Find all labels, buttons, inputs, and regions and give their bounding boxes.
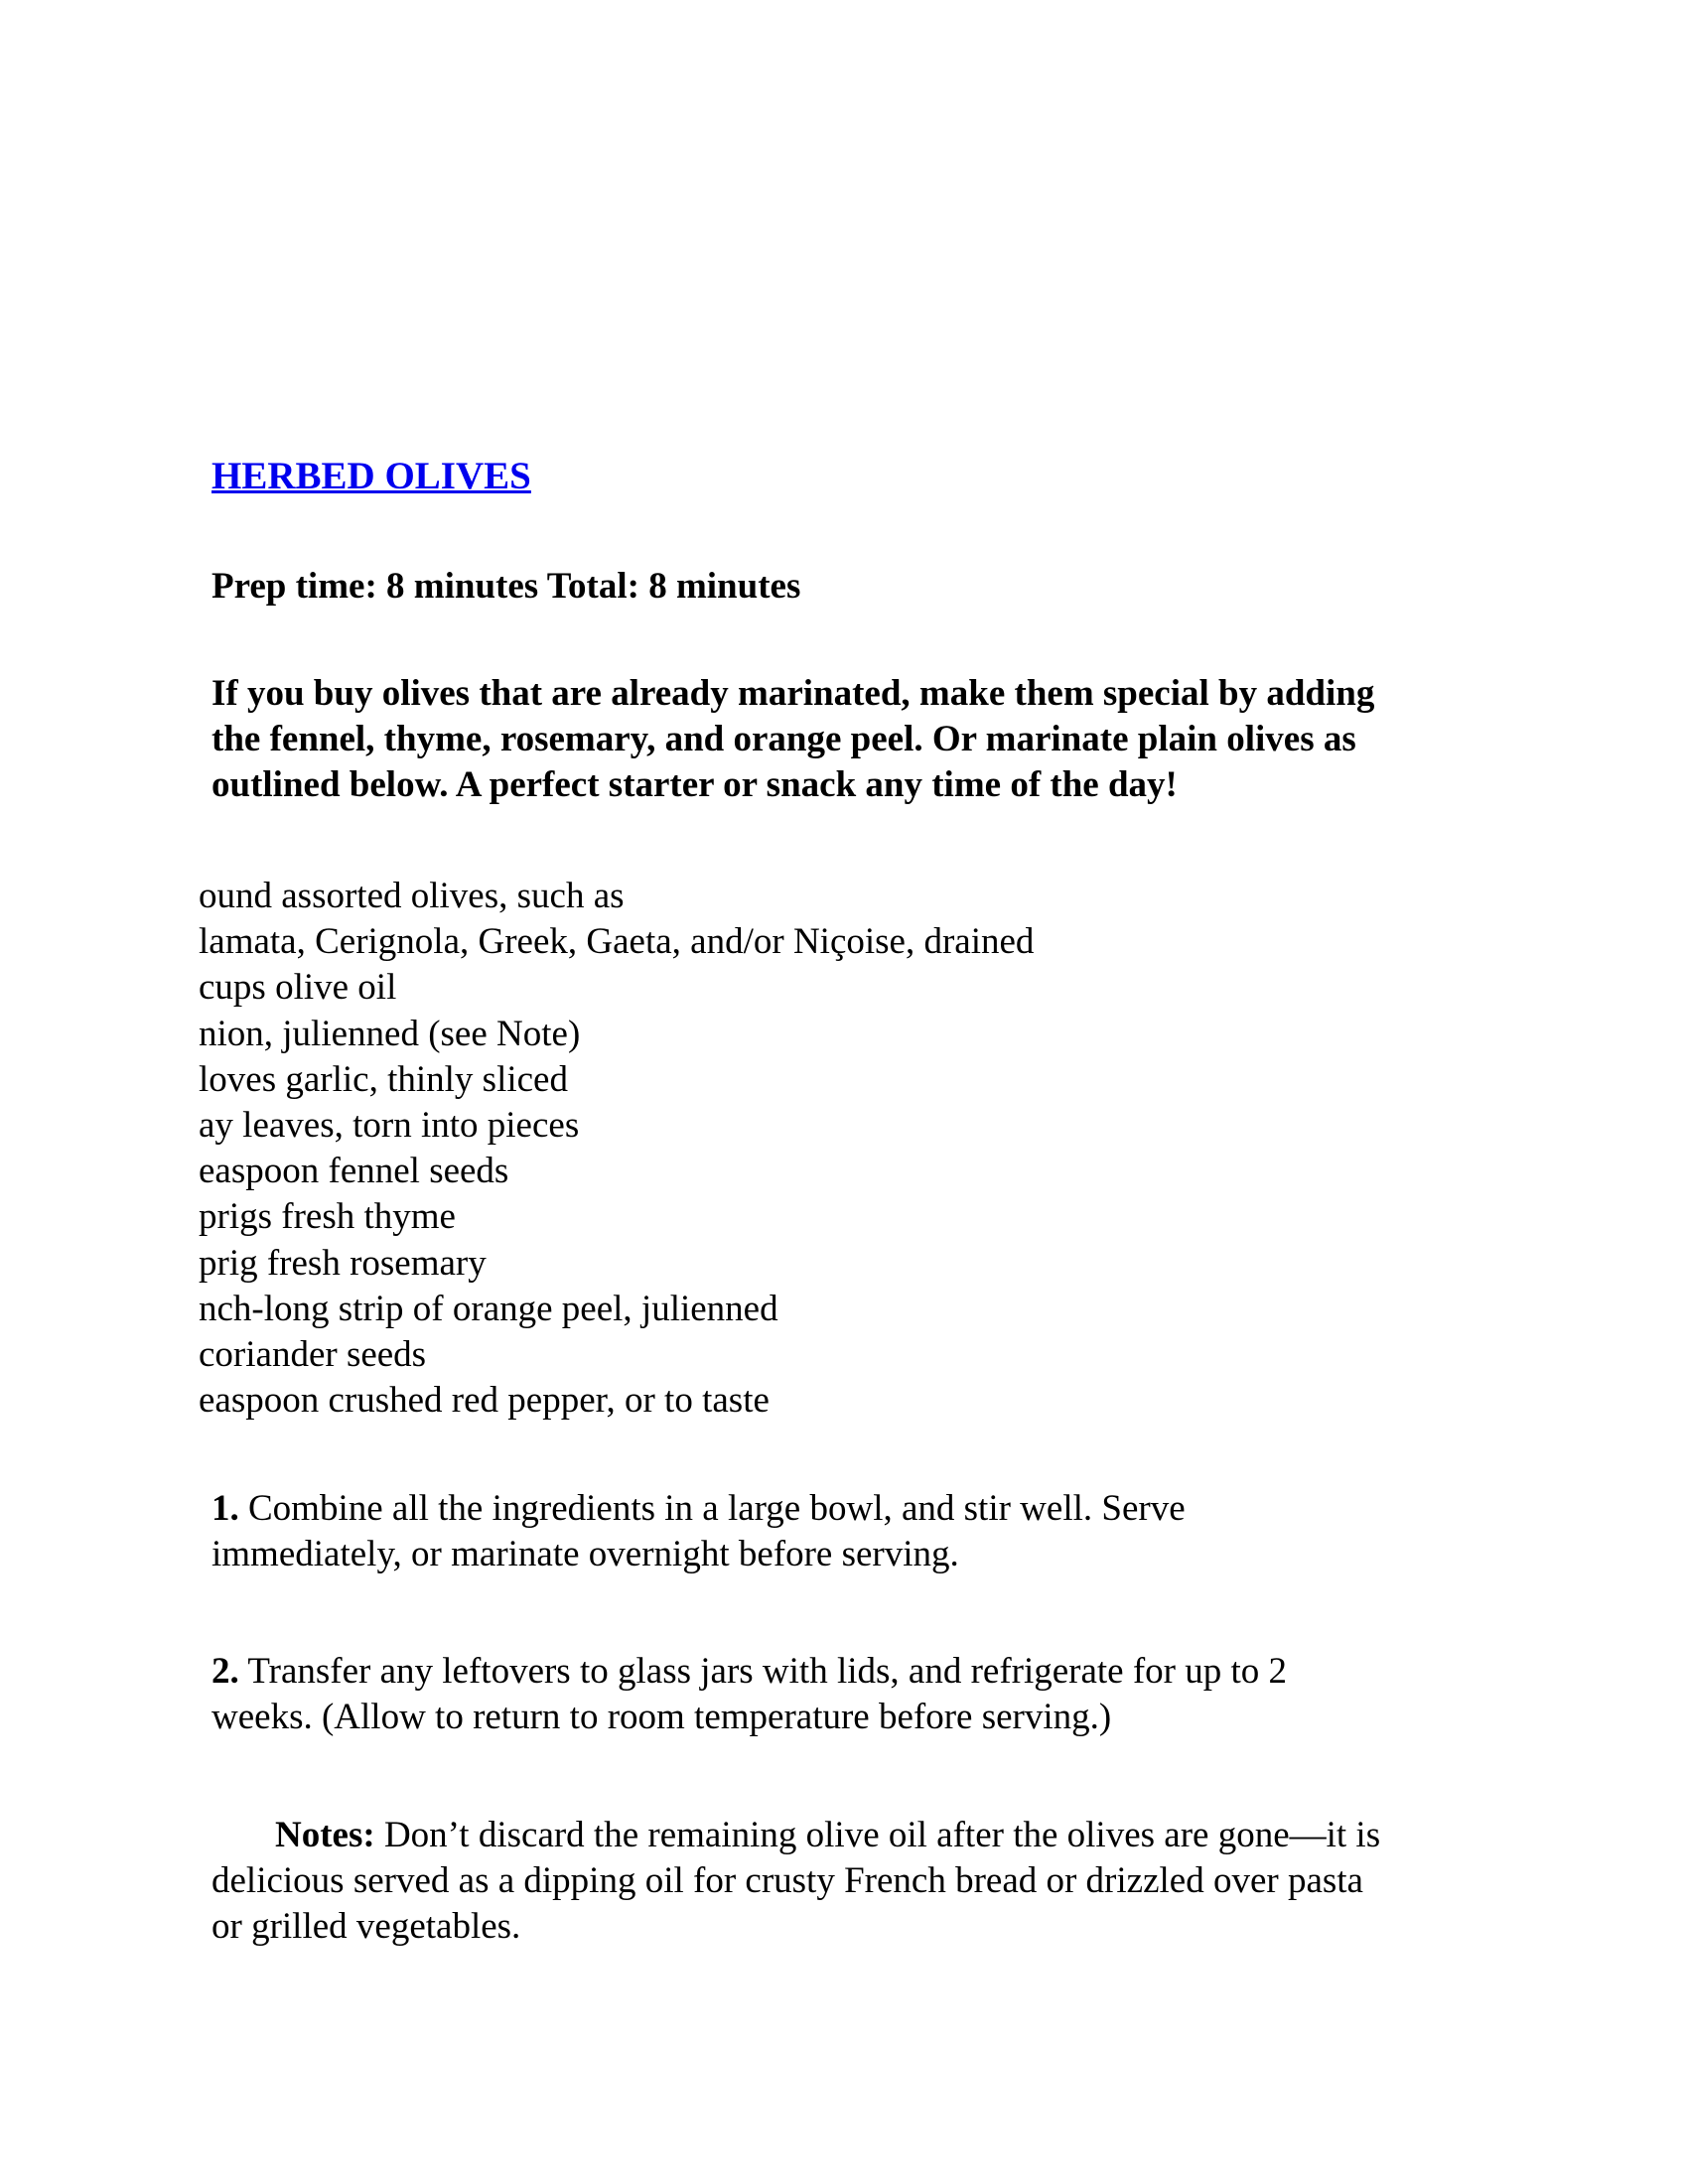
prep-time: Prep time: 8 minutes Total: 8 minutes xyxy=(211,566,801,607)
ingredient-list xyxy=(199,874,1192,1424)
ingredient-item: cups olive oil xyxy=(199,967,397,1009)
intro-line: If you buy olives that are already marinated, make them special by adding xyxy=(211,673,1375,714)
step-text: Combine all the ingredients in a large bowl, and stir well. Serve xyxy=(238,1488,1186,1529)
notes-line: or grilled vegetables. xyxy=(211,1906,521,1947)
step-2 xyxy=(211,1649,1287,1740)
step-text: Transfer any leftovers to glass jars with lids, and refrigerate for up to 2 xyxy=(238,1651,1288,1692)
recipe-title[interactable]: HERBED OLIVES xyxy=(211,455,531,497)
step-number: 1. xyxy=(211,1488,239,1529)
step-1 xyxy=(211,1486,1186,1577)
notes-line: delicious served as a dipping oil for crusty French bread or drizzled over pasta xyxy=(211,1860,1363,1901)
ingredient-item: coriander seeds xyxy=(199,1334,427,1376)
notes-label: Notes: xyxy=(275,1815,375,1855)
notes-text: Don’t discard the remaining olive oil after the olives are gone—it is xyxy=(374,1815,1381,1855)
step-line xyxy=(211,1649,1287,1695)
step-line: weeks. (Allow to return to room temperature before serving.) xyxy=(211,1697,1112,1737)
step-line xyxy=(211,1486,1186,1532)
recipe-notes xyxy=(211,1813,1380,1950)
ingredient-item: ay leaves, torn into pieces xyxy=(199,1105,580,1147)
ingredient-item: nion, julienned (see Note) xyxy=(199,1013,581,1054)
ingredient-item: prig fresh rosemary xyxy=(199,1242,487,1284)
notes-line xyxy=(211,1813,1380,1858)
ingredient-item: lamata, Cerignola, Greek, Gaeta, and/or Niçoise, drained xyxy=(199,921,1035,963)
recipe-intro xyxy=(211,671,1502,808)
ingredient-item: loves garlic, thinly sliced xyxy=(199,1058,568,1100)
intro-line: outlined below. A perfect starter or snack any time of the day! xyxy=(211,764,1178,805)
step-line: immediately, or marinate overnight before serving. xyxy=(211,1534,959,1574)
ingredient-item: easpoon fennel seeds xyxy=(199,1151,509,1192)
intro-line: the fennel, thyme, rosemary, and orange peel. Or marinate plain olives as xyxy=(211,719,1356,759)
ingredient-item: ound assorted olives, such as xyxy=(199,876,625,916)
ingredient-item: prigs fresh thyme xyxy=(199,1196,456,1238)
ingredient-item: nch-long strip of orange peel, julienned xyxy=(199,1288,778,1329)
ingredient-item: easpoon crushed red pepper, or to taste xyxy=(199,1380,770,1422)
step-number: 2. xyxy=(211,1651,239,1692)
